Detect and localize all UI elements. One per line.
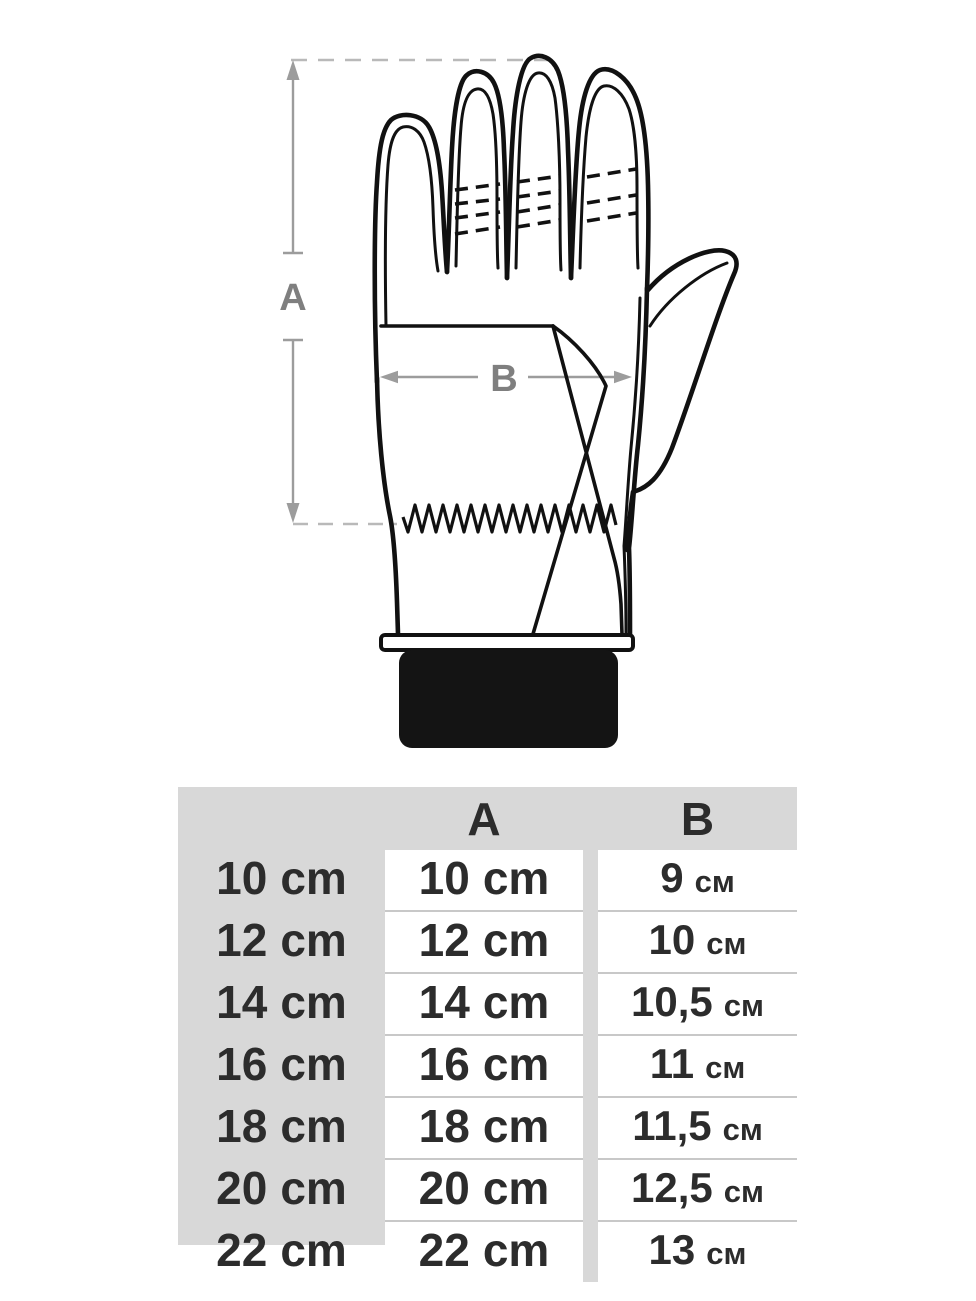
glove-finger-pinky-inner-line [385, 127, 438, 326]
cell-b-value-unit: см [722, 1112, 763, 1147]
cell-a-value-unit: cm [482, 1038, 550, 1090]
cell-b-value-value: 12,5 [631, 1164, 713, 1211]
dim-a-label: A [279, 277, 307, 319]
cell-b-value [598, 1160, 797, 1222]
cell-b-value [598, 1222, 797, 1282]
cell-b-value-value: 10 [648, 916, 696, 963]
table-header-empty [178, 787, 385, 850]
cell-a-value-value: 14 [418, 976, 470, 1028]
row-size-label [178, 912, 385, 974]
cell-b-value-value: 9 [660, 854, 684, 901]
cell-a-value-value: 22 [418, 1224, 470, 1276]
glove-finger-middle-inner-line [516, 73, 561, 270]
row-size-label [178, 1036, 385, 1098]
row-size-label-value: 12 [216, 914, 268, 966]
cell-b-value-value: 11,5 [632, 1102, 712, 1149]
row-size-label [178, 1222, 385, 1282]
glove-knit-cuff [399, 650, 618, 748]
cell-a-value [385, 974, 583, 1036]
cell-a-value-value: 12 [418, 914, 470, 966]
cell-b-value [598, 1098, 797, 1160]
size-table [178, 787, 797, 1276]
row-size-label [178, 974, 385, 1036]
row-size-label-unit: cm [280, 1100, 347, 1152]
cell-b-value-unit: см [706, 926, 747, 961]
row-size-label-value: 18 [216, 1100, 268, 1152]
cell-b-value-unit: см [706, 1236, 747, 1271]
row-size-label-unit: cm [280, 1162, 347, 1214]
glove-cuff-band [381, 635, 633, 650]
cell-a-value [385, 1222, 583, 1282]
cell-a-value-unit: cm [482, 1100, 550, 1152]
cell-a-value-value: 18 [418, 1100, 470, 1152]
row-size-label-value: 14 [216, 976, 268, 1028]
row-size-label-value: 20 [216, 1162, 268, 1214]
column-gap [583, 787, 598, 850]
cell-b-value-unit: см [723, 988, 764, 1023]
row-size-label-value: 22 [216, 1224, 268, 1276]
row-size-label-unit: cm [280, 1038, 347, 1090]
column-gap [583, 1160, 598, 1222]
dim-b-arrow-right-icon [614, 371, 632, 383]
cell-b-value [598, 974, 797, 1036]
cell-a-value-unit: cm [482, 1224, 550, 1276]
cell-a-value-value: 10 [418, 852, 470, 904]
row-size-label [178, 1098, 385, 1160]
cell-a-value-value: 20 [418, 1162, 470, 1214]
cell-a-value [385, 850, 583, 912]
cell-a-value [385, 1036, 583, 1098]
dim-a-arrow-down-icon [287, 503, 300, 523]
row-size-label-value: 10 [216, 852, 268, 904]
cell-a-value-unit: cm [482, 914, 550, 966]
cell-b-value [598, 912, 797, 974]
column-gap [583, 850, 598, 912]
table-header-b: B [680, 792, 715, 845]
glove-flap-left-seam [553, 326, 622, 634]
column-gap [583, 912, 598, 974]
column-gap [583, 1098, 598, 1160]
row-size-label-value: 16 [216, 1038, 268, 1090]
column-gap [583, 974, 598, 1036]
cell-a-value-unit: cm [482, 1162, 550, 1214]
cell-a-value [385, 1160, 583, 1222]
column-gap [583, 1222, 598, 1282]
glove-wrist-zigzag [403, 505, 616, 532]
dim-b-label: B [490, 358, 518, 400]
cell-a-value [385, 1098, 583, 1160]
cell-b-value-unit: см [694, 864, 735, 899]
column-gap [583, 1036, 598, 1098]
row-size-label-unit: cm [280, 976, 347, 1028]
row-size-label-unit: cm [280, 1224, 347, 1276]
row-size-label-unit: cm [280, 852, 347, 904]
cell-a-value-unit: cm [482, 852, 550, 904]
cell-b-value-value: 11 [649, 1040, 695, 1087]
dim-a-arrow-up-icon [287, 60, 300, 80]
cell-b-value-value: 13 [648, 1226, 696, 1273]
cell-b-value [598, 850, 797, 912]
glove-finger-ring-inner-line [456, 89, 498, 268]
glove-left-edge [377, 378, 398, 634]
cell-b-value [598, 1036, 797, 1098]
cell-b-value-unit: см [705, 1050, 746, 1085]
row-size-label-unit: cm [280, 914, 347, 966]
table-header-a: A [467, 792, 501, 845]
row-size-label [178, 1160, 385, 1222]
row-size-label [178, 850, 385, 912]
glove-stitch-dashes [455, 169, 636, 234]
cell-a-value-value: 16 [418, 1038, 470, 1090]
cell-a-value [385, 912, 583, 974]
cell-b-value-unit: см [723, 1174, 764, 1209]
cell-a-value-unit: cm [482, 976, 550, 1028]
cell-b-value-value: 10,5 [631, 978, 713, 1025]
